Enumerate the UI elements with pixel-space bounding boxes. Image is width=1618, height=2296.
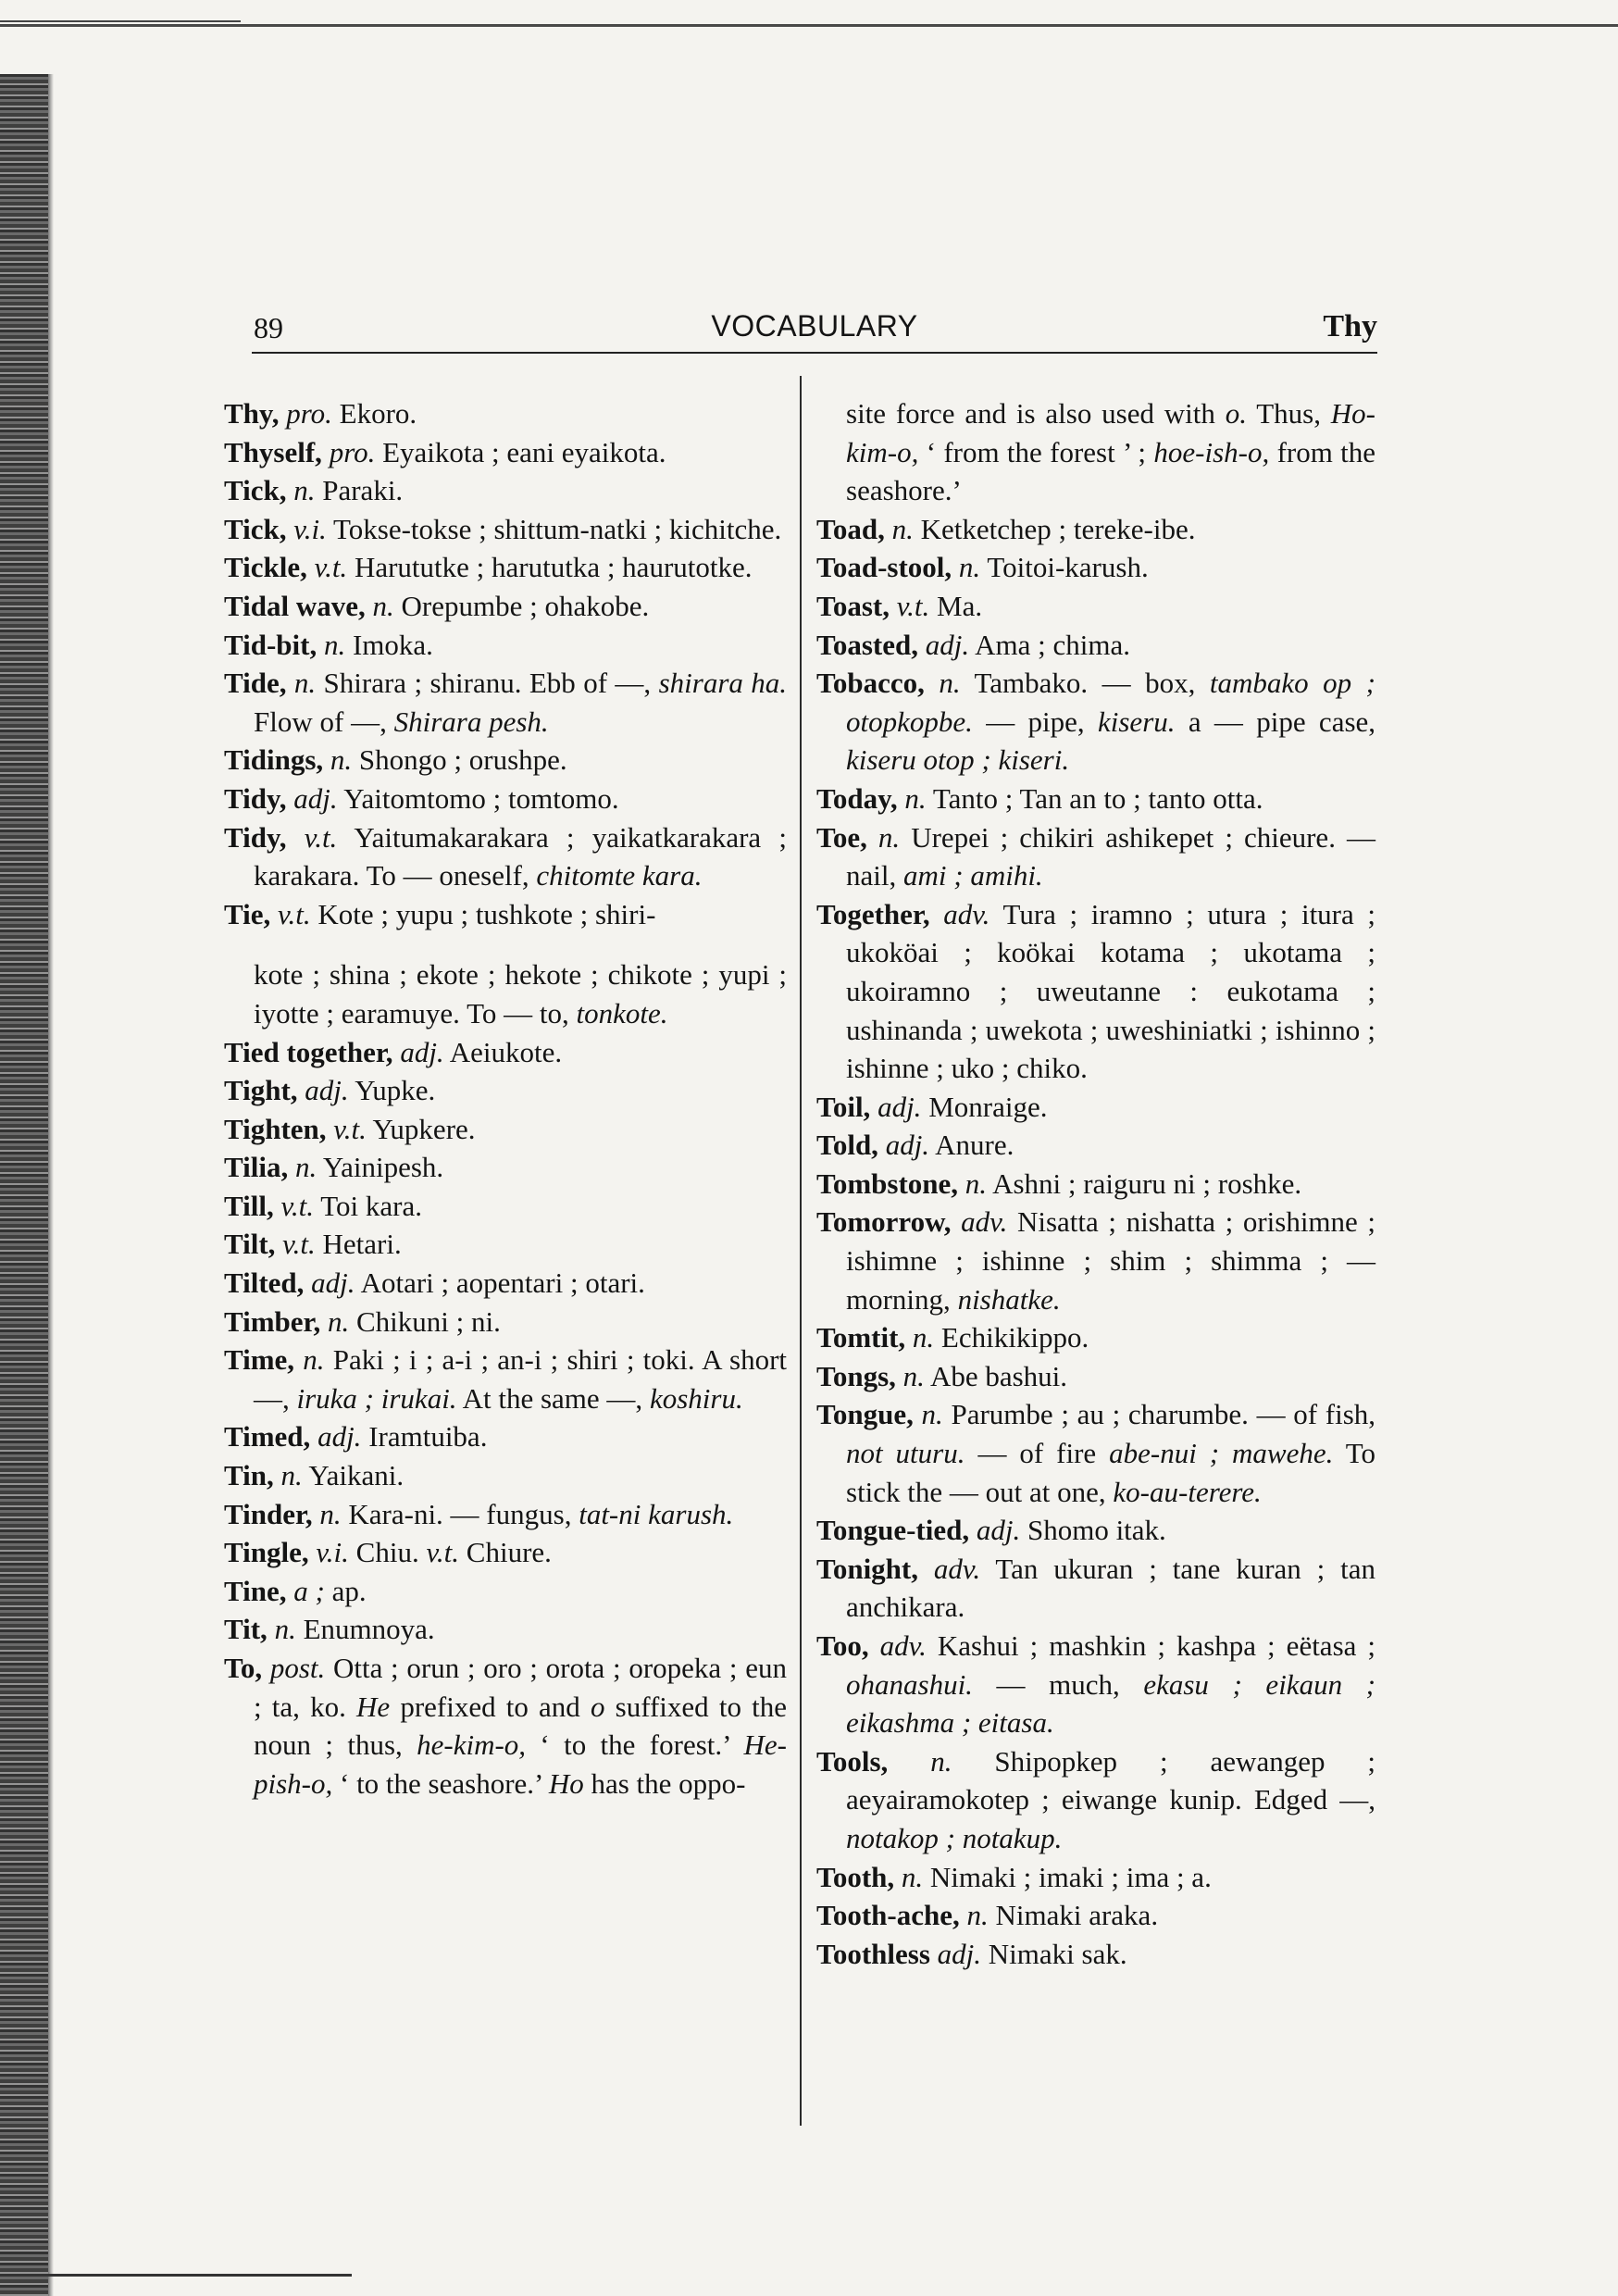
column-divider: [800, 376, 802, 2126]
dictionary-entry: Tongue, n. Parumbe ; au ; charumbe. — of fish, not uturu. — of fire abe-nui ; mawehe. To stick the — out at one, ko-au-terere.: [816, 1398, 1376, 1508]
dictionary-entry: Tobacco, n. Tambako. — box, tambako op ; otopkopbe. — pipe, kiseru. a — pipe case, kiseru otop ; kiseri.: [816, 667, 1376, 777]
dictionary-entry: Toad-stool, n. Toitoi-karush.: [816, 551, 1149, 584]
binding-edge-fade: [48, 74, 54, 2296]
dictionary-entry: Tombstone, n. Ashni ; raiguru ni ; roshke.: [816, 1167, 1302, 1200]
dictionary-entry: Tit, n. Enumnoya.: [224, 1613, 435, 1646]
dictionary-entry: Tongue-tied, adj. Shomo itak.: [816, 1514, 1166, 1547]
dictionary-entry: Toil, adj. Monraige.: [816, 1090, 1048, 1123]
dictionary-entry: Toad, n. Ketketchep ; tereke-ibe.: [816, 512, 1196, 545]
dictionary-entry: Toasted, adj. Ama ; chima.: [816, 628, 1131, 661]
right-column: [816, 394, 1375, 1973]
page-number: 89: [254, 311, 283, 344]
dictionary-entry: Tonight, adv. Tan ukuran ; tane kuran ; tan anchikara.: [816, 1552, 1375, 1624]
dictionary-entry: Tine, a ; ap.: [224, 1574, 367, 1607]
dictionary-entry: Tick, n. Paraki.: [224, 474, 404, 507]
dictionary-entry: Tighten, v.t. Yupkere.: [224, 1112, 476, 1145]
left-column: [224, 394, 787, 1803]
dictionary-entry: Tooth, n. Nimaki ; imaki ; ima ; a.: [816, 1860, 1212, 1893]
dictionary-entry: Together, adv. Tura ; iramno ; utura ; itura ; ukoköai ; koökai kotama ; ukotama ; ukoiramno ; uweutanne : eukotama ; ushinanda ; uwekota ; uweshiniatki ; ishinno ; ishinne ; uko ; chiko.: [816, 897, 1375, 1085]
scan-edge-line: [0, 20, 241, 22]
dictionary-entry: Tidal wave, n. Orepumbe ; ohakobe.: [224, 589, 650, 622]
book-binding-shadow: [0, 74, 48, 2296]
dictionary-entry: Tight, adj. Yupke.: [224, 1074, 436, 1107]
dictionary-entry: Thyself, pro. Eyaikota ; eani eyaikota.: [224, 435, 666, 468]
dictionary-entry: Tin, n. Yaikani.: [224, 1459, 404, 1492]
dictionary-entry: Tied together, adj. Aeiukote.: [224, 1035, 563, 1068]
dictionary-entry: Till, v.t. Toi kara.: [224, 1189, 422, 1222]
dictionary-entry: Tooth-ache, n. Nimaki araka.: [816, 1899, 1159, 1932]
dictionary-entry: Tidings, n. Shongo ; orushpe.: [224, 743, 567, 777]
running-title: VOCABULARY: [711, 309, 918, 343]
dictionary-entry: Tick, v.i. Tokse-tokse ; shittum-natki ; kichitche.: [224, 512, 782, 545]
dictionary-entry: Tinder, n. Kara-ni. — fungus, tat-ni karush.: [224, 1497, 734, 1530]
dictionary-entry: Tongs, n. Abe bashui.: [816, 1359, 1068, 1392]
entry-continuation: kote ; shina ; ekote ; hekote ; chikote ; yupi ; iyotte ; earamuye. To — to, tonkote.: [254, 958, 787, 1029]
dictionary-entry: Tilt, v.t. Hetari.: [224, 1228, 402, 1261]
dictionary-entry: Today, n. Tanto ; Tan an to ; tanto otta.: [816, 781, 1263, 815]
scan-edge-line-bottom: [0, 2274, 352, 2277]
dictionary-entry: Tilia, n. Yainipesh.: [224, 1151, 444, 1184]
dictionary-entry: Toast, v.t. Ma.: [816, 589, 983, 622]
dictionary-entry: Tools, n. Shipopkep ; aewangep ; aeyairamokotep ; eiwange kunip. Edged —, notakop ; notakup.: [816, 1744, 1376, 1854]
dictionary-entry: Tie, v.t. Kote ; yupu ; tushkote ; shiri-: [224, 897, 656, 930]
dictionary-entry: Tomorrow, adv. Nisatta ; nishatta ; orishimne ; ishimne ; ishinne ; shim ; shimma ; — morning, nishatke.: [816, 1205, 1376, 1316]
dictionary-entry: Thy, pro. Ekoro.: [224, 397, 417, 430]
dictionary-entry: To, post. Otta ; orun ; oro ; orota ; oropeka ; eun ; ta, ko. He prefixed to and o suffixed to the noun ; thus, he-kim-o, ‘ to the forest.’ He-pish-o, ‘ to the seashore.’ Ho has the oppo-: [224, 1652, 787, 1800]
entry-continuation: site force and is also used with o. Thus, Ho-kim-o, ‘ from the forest ’ ; hoe-ish-o, from the seashore.’: [846, 397, 1376, 507]
dictionary-entry: Timber, n. Chikuni ; ni.: [224, 1304, 501, 1338]
dictionary-entry: Tomtit, n. Echikikippo.: [816, 1321, 1089, 1354]
scan-edge-line: [0, 24, 1618, 27]
dictionary-entry: Toothless adj. Nimaki sak.: [816, 1937, 1127, 1970]
dictionary-entry: Tilted, adj. Aotari ; aopentari ; otari.: [224, 1267, 645, 1300]
dictionary-entry: Tingle, v.i. Chiu. v.t. Chiure.: [224, 1536, 552, 1569]
dictionary-entry: Tide, n. Shirara ; shiranu. Ebb of —, shirara ha. Flow of —, Shirara pesh.: [224, 667, 788, 738]
dictionary-entry: Too, adv. Kashui ; mashkin ; kashpa ; eëtasa ; ohanashui. — much, ekasu ; eikaun ; eikashma ; eitasa.: [816, 1629, 1376, 1740]
dictionary-entry: Time, n. Paki ; i ; a-i ; an-i ; shiri ; toki. A short —, iruka ; irukai. At the same —, koshiru.: [224, 1343, 788, 1415]
dictionary-entry: Tid-bit, n. Imoka.: [224, 628, 433, 661]
dictionary-entry: Tickle, v.t. Harututke ; harututka ; haurutotke.: [224, 551, 753, 584]
dictionary-entry: Told, adj. Anure.: [816, 1129, 1014, 1162]
guide-word: Thy: [1323, 309, 1377, 343]
dictionary-entry: Tidy, v.t. Yaitumakarakara ; yaikatkarakara ; karakara. To — oneself, chitomte kara.: [224, 820, 787, 892]
dictionary-entry: Timed, adj. Iramtuiba.: [224, 1420, 488, 1454]
running-head: [252, 306, 1377, 354]
dictionary-entry: Toe, n. Urepei ; chikiri ashikepet ; chieure. — nail, ami ; amihi.: [816, 820, 1375, 892]
dictionary-entry: Tidy, adj. Yaitomtomo ; tomtomo.: [224, 781, 619, 815]
